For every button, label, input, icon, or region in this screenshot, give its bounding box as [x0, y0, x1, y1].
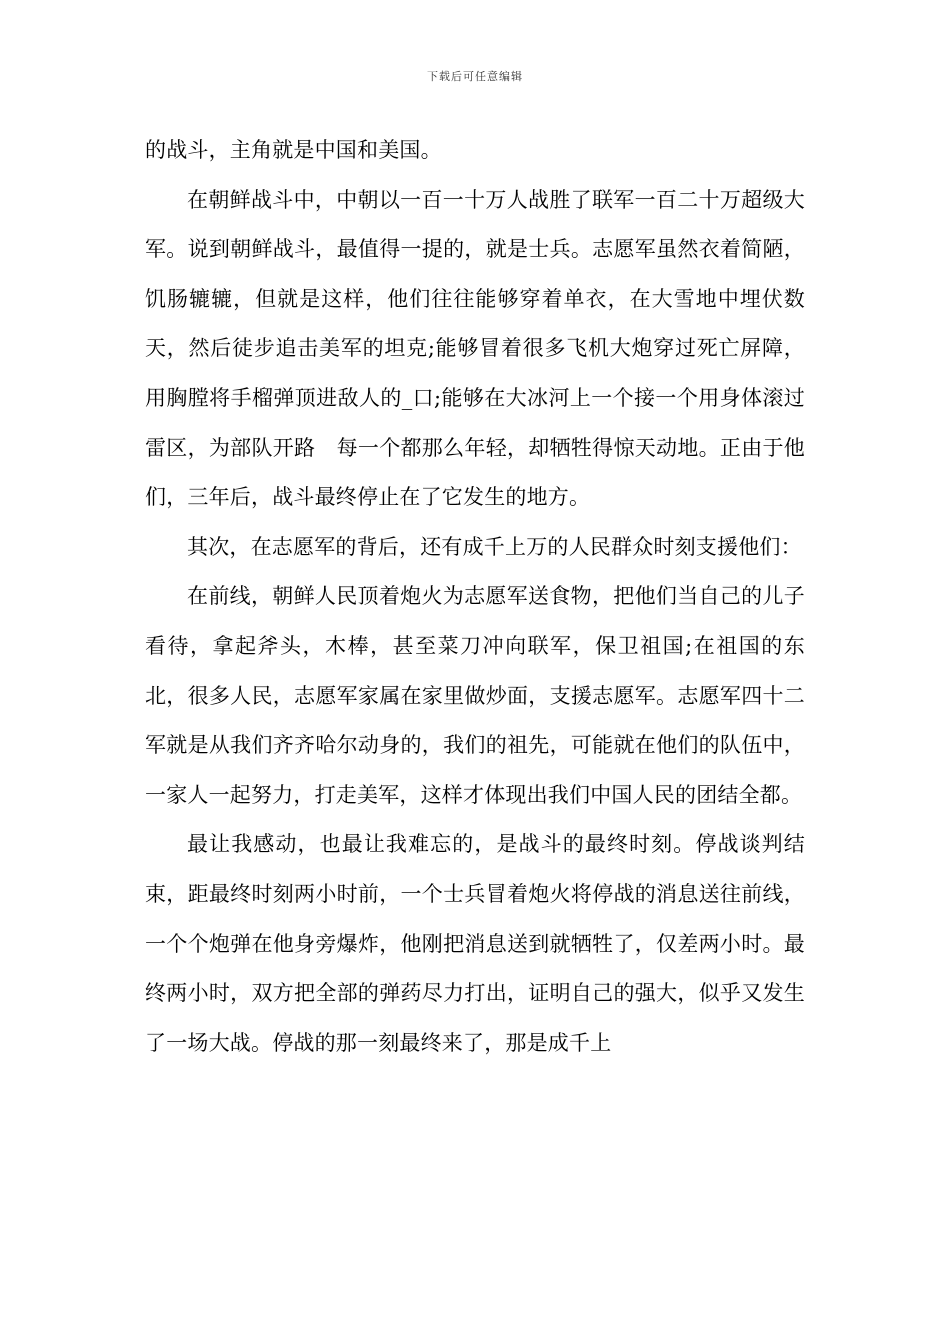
paragraph-4: 在前线，朝鲜人民顶着炮火为志愿军送食物，把他们当自己的儿子看待，拿起斧头，木棒，甚至菜刀冲向联军，保卫祖国;在祖国的东北，很多人民，志愿军家属在家里做炒面，支援志愿军。志愿军四十二军就是从我们齐齐哈尔动身的，我们的祖先，可能就在他们的队伍中，一家人一起努力，打走美军，这样才体现出我们中国人民的团结全都。 [145, 584, 805, 807]
paragraph-2: 在朝鲜战斗中，中朝以一百一十万人战胜了联军一百二十万超级大军。说到朝鲜战斗，最值得一提的，就是士兵。志愿军虽然衣着简陋，饥肠辘辘，但就是这样，他们往往能够穿着单衣，在大雪地中埋伏数天，然后徒步追击美军的坦克;能够冒着很多飞机大炮穿过死亡屏障，用胸膛将手榴弹顶进敌人的_口;能够在大冰河上一个接一个用身体滚过雷区，为部队开路 每一个都那么年轻，却牺牲得惊天动地。正由于他们，三年后，战斗最终停止在了它发生的地方。 [145, 187, 805, 510]
paragraph-1: 的战斗，主角就是中国和美国。 [145, 138, 442, 162]
paragraph-5: 最让我感动，也最让我难忘的，是战斗的最终时刻。停战谈判结束，距最终时刻两小时前，一个士兵冒着炮火将停战的消息送往前线，一个个炮弹在他身旁爆炸，他刚把消息送到就牺牲了，仅差两小时。最终两小时，双方把全部的弹药尽力打出，证明自己的强大，似乎又发生了一场大战。停战的那一刻最终来了，那是成千上 [145, 832, 805, 1055]
document-body [145, 126, 805, 1068]
page-header: 下载后可任意编辑 [427, 70, 523, 83]
paragraph-3: 其次，在志愿军的背后，还有成千上万的人民群众时刻支援他们： [187, 534, 802, 559]
